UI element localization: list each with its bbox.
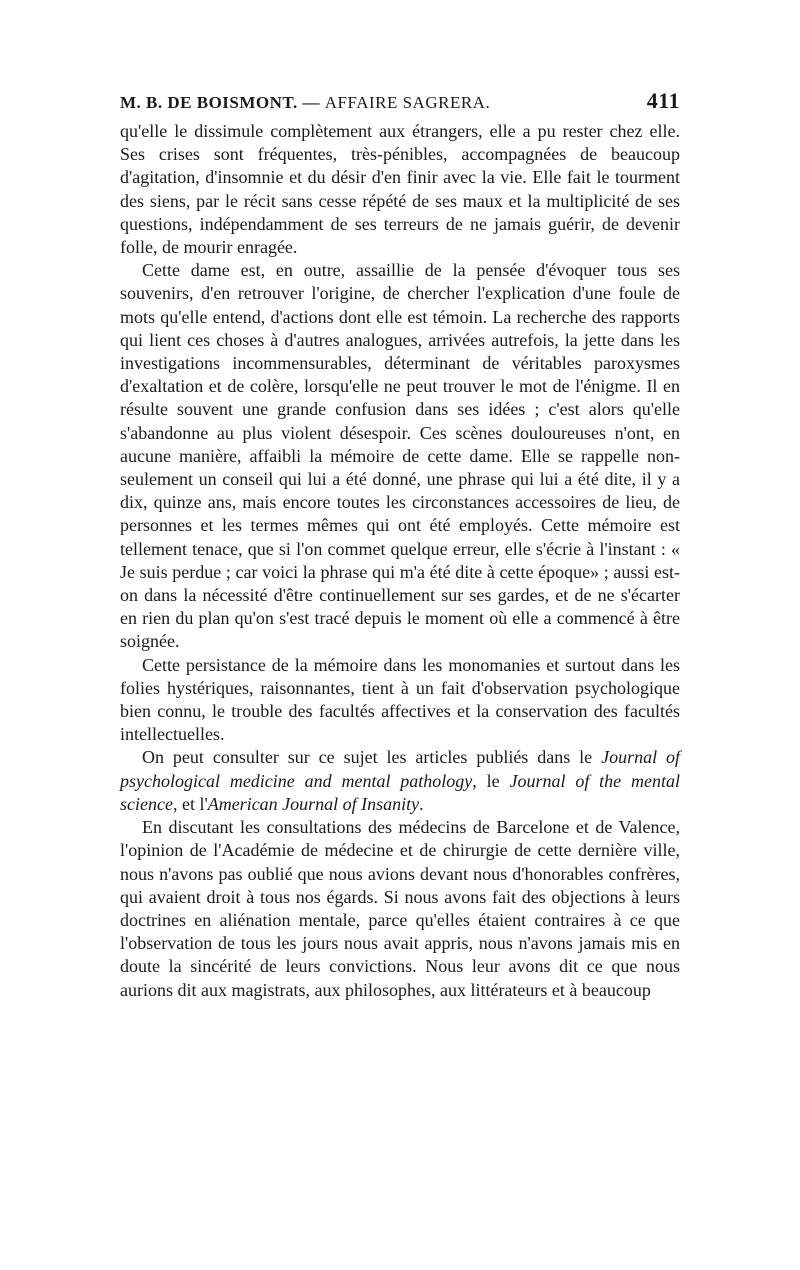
body-text	[120, 120, 680, 1002]
header-title: AFFAIRE SAGRERA.	[324, 93, 491, 112]
p4-text-after: .	[419, 793, 424, 814]
p4-text-before: On peut consulter sur ce sujet les articles publiés dans le	[142, 747, 602, 768]
running-head	[120, 88, 680, 114]
paragraph-3: Cette persistance de la mémoire dans les monomanies et surtout dans les folies hystériques, raisonnantes, tient à un fait d'observation psychologique bien connu, le trouble des facultés affectives et la conservation des facultés intellectuelles.	[120, 654, 680, 745]
header-dash: —	[302, 93, 321, 112]
journal-title-2: Journal of the mental science	[120, 770, 680, 814]
paragraph-5: En discutant les consultations des médecins de Barcelone et de Valence, l'opinion de l'Académie de médecine et de chirurgie de cette dernière ville, nous n'avons pas oublié que nous avions devant nous d'honorables confrères, qui avaient droit à tous nos égards. Si nous avons fait des objections à leurs doctrines en aliénation mentale, parce qu'elles étaient contraires à ce que l'observation de tous les jours nous avait appris, nous n'avons jamais mis en doute la sincérité de leurs convictions. Nous leur avons dit ce que nous aurions dit aux magistrats, aux philosophes, aux littérateurs et à beaucoup	[120, 817, 680, 1000]
journal-title-1: Journal of psychological medicine and mental pathology	[120, 747, 680, 791]
paragraph-1: qu'elle le dissimule complètement aux étrangers, elle a pu rester chez elle. Ses crises sont fréquentes, très-pénibles, accompagnées de beaucoup d'agitation, d'insomnie et du désir d'en finir avec la vie. Elle fait le tourment des siens, par le récit sans cesse répété de ses maux et la multiplicité de ses questions, indépendamment de ses terreurs de ne jamais guérir, de devenir folle, de mourir enragée.	[120, 121, 680, 258]
book-page	[120, 88, 680, 1002]
paragraph-2: Cette dame est, en outre, assaillie de la pensée d'évoquer tous ses souvenirs, d'en retrouver l'origine, de chercher l'explication d'une foule de mots qu'elle entend, d'actions dont elle est témoin. La recherche des rapports qui lient ces choses à d'autres analogues, arrivées autrefois, la jette dans les investigations incommensurables, déterminant de véritables paroxysmes d'exaltation et de colère, lorsqu'elle ne peut trouver le mot de l'énigme. Il en résulte souvent une grande confusion dans ses idées ; c'est alors qu'elle s'abandonne au plus violent désespoir. Ces scènes douloureuses n'ont, en aucune manière, affaibli la mémoire de cette dame. Elle se rappelle non-seulement un conseil qui lui a été donné, une phrase qui lui a été dite, il y a dix, quinze ans, mais encore toutes les circonstances accessoires de lieu, de personnes et les termes mêmes qui ont été employés. Cette mémoire est tellement tenace, que si l'on commet quelque erreur, elle s'écrie à l'instant : « Je suis perdue ; car voici la phrase qui m'a été dite à cette époque» ; aussi est-on dans la nécessité d'être continuellement sur ses gardes, et de ne s'écarter en rien du plan qu'on s'est tracé depuis le moment où elle a commencé à être soignée.	[120, 260, 680, 652]
page-number: 411	[646, 88, 680, 113]
journal-title-3: American Journal of Insanity	[207, 793, 420, 814]
p4-text-mid1: , le	[472, 770, 510, 791]
p4-text-mid2: , et l'	[172, 793, 208, 814]
paragraph-4	[120, 746, 680, 816]
author-name: M. B. DE BOISMONT.	[120, 93, 298, 112]
running-head-author	[120, 93, 490, 113]
